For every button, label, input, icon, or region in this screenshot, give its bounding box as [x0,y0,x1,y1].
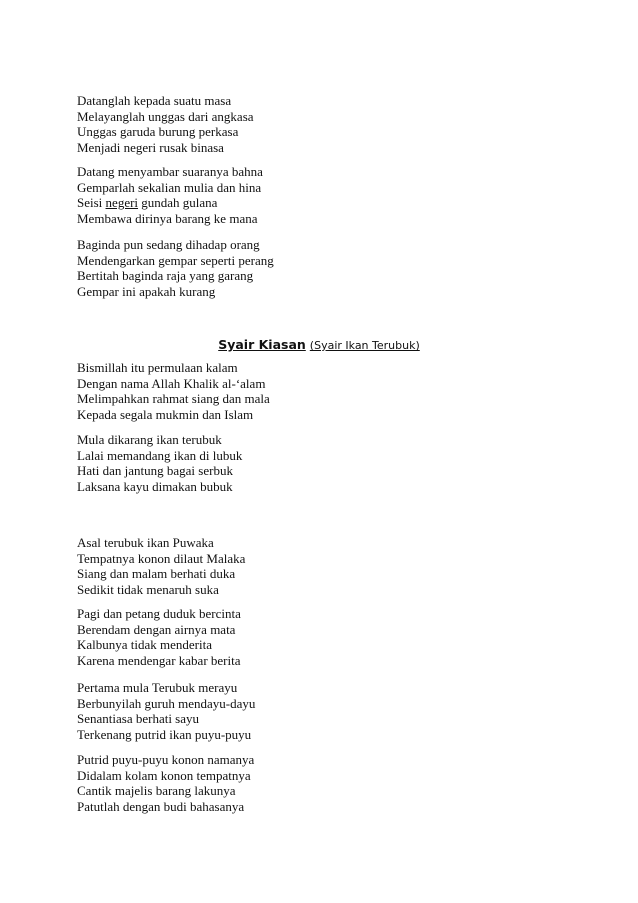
poem-line: Dengan nama Allah Khalik al-‘alam [77,375,266,391]
stanza [77,432,557,494]
poem-line: Siang dan malam berhati duka [77,566,236,581]
stanza [77,606,557,668]
poem-line: Hati dan jantung bagai serbuk [77,463,233,478]
poem-line: Pertama mula Terubuk merayu [77,680,238,695]
poem-line: Bismillah itu permulaan kalam [77,360,238,375]
poem-line: Melayanglah unggas dari angkasa [77,108,254,124]
poem-line: Bertitah baginda raja yang garang [77,268,254,283]
poem-line: Datang menyambar suaranya bahna [77,164,263,179]
stanza [77,680,557,742]
poem-line: Sedikit tidak menaruh suka [77,581,219,597]
poem-line: Gemparlah sekalian mulia dan hina [77,179,262,195]
poem-line: Datanglah kepada suatu masa [77,93,232,108]
poem-line: Unggas garuda burung perkasa [77,124,239,139]
underlined-word: negeri [105,195,139,210]
poem-line: Karena mendengar kabar berita [77,652,241,668]
poem-line: Cantik majelis barang lakunya [77,783,236,798]
poem-line: Senantiasa berhati sayu [77,711,200,726]
stanza [77,752,557,814]
poem-line: Mendengarkan gempar seperti perang [77,252,274,268]
poem-line: Pagi dan petang duduk bercinta [77,606,241,621]
poem-line: Berendam dengan airnya mata [77,621,236,637]
stanza [77,93,557,155]
poem-line: Lalai memandang ikan di lubuk [77,447,243,463]
poem-line: Tempatnya konon dilaut Malaka [77,550,246,566]
stanza [77,237,557,299]
section-heading [0,334,638,353]
poem-line: Patutlah dengan budi bahasanya [77,798,245,814]
poem-line: Mula dikarang ikan terubuk [77,432,222,447]
poem-line: Didalam kolam konon tempatnya [77,767,251,783]
poem-line: Menjadi negeri rusak binasa [77,139,224,155]
poem-line: Kepada segala mukmin dan Islam [77,406,254,422]
heading-subtitle: (Syair Ikan Terubuk) [309,339,420,352]
poem-line: Asal terubuk ikan Puwaka [77,535,214,550]
line-prefix: Seisi [77,195,106,210]
line-suffix: gundah gulana [138,195,218,210]
stanza [77,360,557,422]
poem-line: Kalbunya tidak menderita [77,637,213,652]
poem-line: Berbunyilah guruh mendayu-dayu [77,695,256,711]
stanza [77,535,557,597]
poem-line: Laksana kayu dimakan bubuk [77,478,233,494]
stanza [77,164,557,226]
heading-title: Syair Kiasan [218,337,306,352]
poem-line: Baginda pun sedang dihadap orang [77,237,260,252]
poem-line: Terkenang putrid ikan puyu-puyu [77,726,252,742]
poem-line: Membawa dirinya barang ke mana [77,210,258,226]
poem-line-underlined [77,195,557,211]
poem-line: Putrid puyu-puyu konon namanya [77,752,255,767]
poem-line: Melimpahkan rahmat siang dan mala [77,391,270,406]
poem-line: Gempar ini apakah kurang [77,283,216,299]
